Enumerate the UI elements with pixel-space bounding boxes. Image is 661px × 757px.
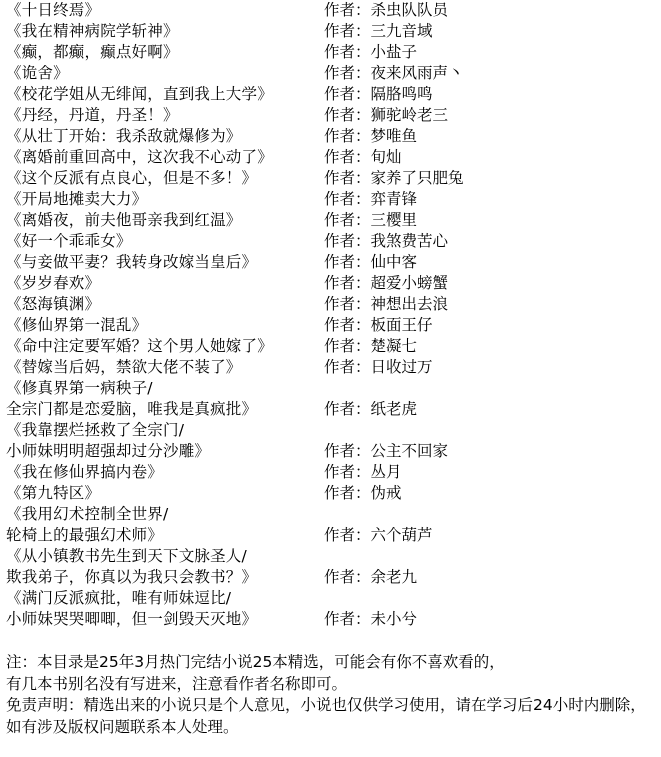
book-row [6,252,656,273]
note-line: 注：本目录是25年3月热门完结小说25本精选，可能会有你不喜欢看的， [6,653,505,671]
book-title: 《从壮丁开始：我杀敌就爆修为》 [6,127,242,145]
book-row [6,462,656,483]
book-title: 《校花学姐从无绯闻，直到我上大学》 [6,85,273,103]
book-title: 小师妹明明超强却过分沙雕》 [6,442,211,460]
author-name: 三九音域 [370,22,433,40]
author-label: 作者： [324,211,371,229]
book-title: 《我在修仙界搞内卷》 [6,463,164,481]
book-title: 《替嫁当后妈，禁欲大佬不装了》 [6,358,242,376]
author-name: 夜来风雨声丶 [370,64,464,82]
book-author [324,294,448,315]
author-name: 楚凝七 [370,337,418,355]
book-entry [6,504,656,546]
book-row [6,294,656,315]
book-row [6,336,656,357]
book-entry [6,0,656,21]
book-author [324,252,417,273]
book-title: 全宗门都是恋爱脑，唯我是真疯批》 [6,400,258,418]
author-name: 狮驼岭老三 [370,106,449,124]
book-author [324,147,402,168]
book-entry [6,294,656,315]
book-entry [6,21,656,42]
book-entry [6,168,656,189]
book-title: 欺我弟子，你真以为我只会教书？》 [6,568,258,586]
author-label: 作者： [324,442,371,460]
book-entry [6,357,656,378]
book-author [324,525,433,546]
book-entry [6,588,656,630]
book-title: 《修真界第一病秧子/ [6,379,153,397]
author-name: 杀虫队队员 [370,1,449,19]
author-label: 作者： [324,190,371,208]
book-row [6,420,656,441]
book-row [6,588,656,609]
book-title: 轮椅上的最强幻术师》 [6,526,164,544]
book-author [324,273,448,294]
book-title: 《这个反派有点良心，但是不多！》 [6,169,258,187]
author-name: 三樱里 [370,211,418,229]
book-author [324,210,417,231]
author-label: 作者： [324,64,371,82]
book-row [6,168,656,189]
book-title: 《开局地摊卖大力》 [6,190,148,208]
author-label: 作者： [324,169,371,187]
book-entry [6,210,656,231]
book-row [6,609,656,630]
author-label: 作者： [324,85,371,103]
book-row [6,546,656,567]
author-label: 作者： [324,610,371,628]
book-title: 《从小镇教书先生到天下文脉圣人/ [6,547,247,565]
book-row [6,42,656,63]
book-row [6,525,656,546]
book-row [6,189,656,210]
book-author [324,84,433,105]
book-title: 《满门反派疯批，唯有师妹逗比/ [6,589,232,607]
book-row [6,210,656,231]
book-row [6,441,656,462]
author-label: 作者： [324,106,371,124]
book-entry [6,378,656,420]
book-entry [6,231,656,252]
book-author [324,126,417,147]
author-name: 板面王仔 [370,316,433,334]
book-author [324,462,402,483]
book-author [324,357,433,378]
book-title: 《好一个乖乖女》 [6,232,132,250]
book-title: 《十日终焉》 [6,1,101,19]
book-author [324,0,448,21]
book-author [324,399,417,420]
book-row [6,105,656,126]
author-name: 弈青锋 [370,190,418,208]
book-title: 《癫，都癫，癫点好啊》 [6,43,179,61]
book-author [324,63,464,84]
book-author [324,315,433,336]
author-name: 家养了只肥兔 [370,169,464,187]
notes-section [6,652,656,738]
author-name: 六个葫芦 [370,526,433,544]
book-author [324,42,417,63]
book-title: 《怒海镇渊》 [6,295,101,313]
book-row [6,21,656,42]
book-author [324,441,448,462]
author-name: 梦唯鱼 [370,127,418,145]
author-name: 日收过万 [370,358,433,376]
book-entry [6,546,656,588]
book-list [6,0,656,630]
disclaimer-line: 免责声明：精选出来的小说只是个人意见，小说也仅供学习使用，请在学习后24小时内删除， [6,696,646,714]
author-name: 超爱小螃蟹 [370,274,449,292]
book-row [6,147,656,168]
author-label: 作者： [324,1,371,19]
author-name: 仙中客 [370,253,418,271]
book-author [324,567,417,588]
book-row [6,0,656,21]
book-entry [6,84,656,105]
book-author [324,168,464,189]
book-entry [6,252,656,273]
book-row [6,567,656,588]
author-name: 旬灿 [370,148,402,166]
book-author [324,336,417,357]
author-label: 作者： [324,526,371,544]
author-name: 小盐子 [370,43,418,61]
book-title: 《离婚夜，前夫他哥亲我到红温》 [6,211,242,229]
book-author [324,609,417,630]
book-entry [6,147,656,168]
book-row [6,63,656,84]
book-row [6,273,656,294]
book-row [6,84,656,105]
book-row [6,231,656,252]
book-title: 《与妾做平妻？我转身改嫁当皇后》 [6,253,258,271]
disclaimer-line: 如有涉及版权问题联系本人处理。 [6,717,239,736]
book-row [6,126,656,147]
book-title: 《我在精神病院学斩神》 [6,22,179,40]
book-entry [6,462,656,483]
book-entry [6,189,656,210]
book-title: 《修仙界第一混乱》 [6,316,148,334]
book-row [6,378,656,399]
book-entry [6,273,656,294]
author-label: 作者： [324,337,371,355]
book-entry [6,315,656,336]
author-label: 作者： [324,232,371,250]
author-name: 未小兮 [370,610,418,628]
book-title: 《我用幻术控制全世界/ [6,505,169,523]
book-author [324,189,417,210]
author-name: 纸老虎 [370,400,418,418]
book-title: 《第九特区》 [6,484,101,502]
book-row [6,504,656,525]
author-label: 作者： [324,274,371,292]
book-title: 小师妹哭哭唧唧，但一剑毁天灭地》 [6,610,258,628]
book-title: 《我靠摆烂拯救了全宗门/ [6,421,185,439]
author-label: 作者： [324,568,371,586]
author-name: 伪戒 [370,484,402,502]
book-title: 《诡舍》 [6,64,69,82]
author-label: 作者： [324,253,371,271]
author-label: 作者： [324,295,371,313]
author-label: 作者： [324,358,371,376]
author-label: 作者： [324,316,371,334]
book-row [6,315,656,336]
author-name: 公主不回家 [370,442,449,460]
book-title: 《离婚前重回高中，这次我不心动了》 [6,148,273,166]
book-entry [6,336,656,357]
book-author [324,231,448,252]
book-row [6,357,656,378]
book-entry [6,126,656,147]
book-title: 《丹经，丹道，丹圣！》 [6,106,179,124]
author-label: 作者： [324,400,371,418]
book-entry [6,483,656,504]
author-label: 作者： [324,148,371,166]
book-author [324,483,402,504]
author-label: 作者： [324,127,371,145]
book-title: 《命中注定要军婚？这个男人她嫁了》 [6,337,273,355]
book-entry [6,63,656,84]
author-label: 作者： [324,43,371,61]
book-entry [6,420,656,462]
author-name: 我煞费苦心 [370,232,449,250]
book-row [6,399,656,420]
book-entry [6,42,656,63]
author-name: 神想出去浪 [370,295,449,313]
note-line: 有几本书别名没有写进来，注意看作者名称即可。 [6,674,348,693]
book-title: 《岁岁春欢》 [6,274,101,292]
book-author [324,105,448,126]
author-label: 作者： [324,22,371,40]
author-label: 作者： [324,463,371,481]
book-entry [6,105,656,126]
author-label: 作者： [324,484,371,502]
author-name: 丛月 [370,463,402,481]
author-name: 余老九 [370,568,418,586]
book-row [6,483,656,504]
author-name: 隔胳鸣鸣 [370,85,433,103]
book-author [324,21,433,42]
